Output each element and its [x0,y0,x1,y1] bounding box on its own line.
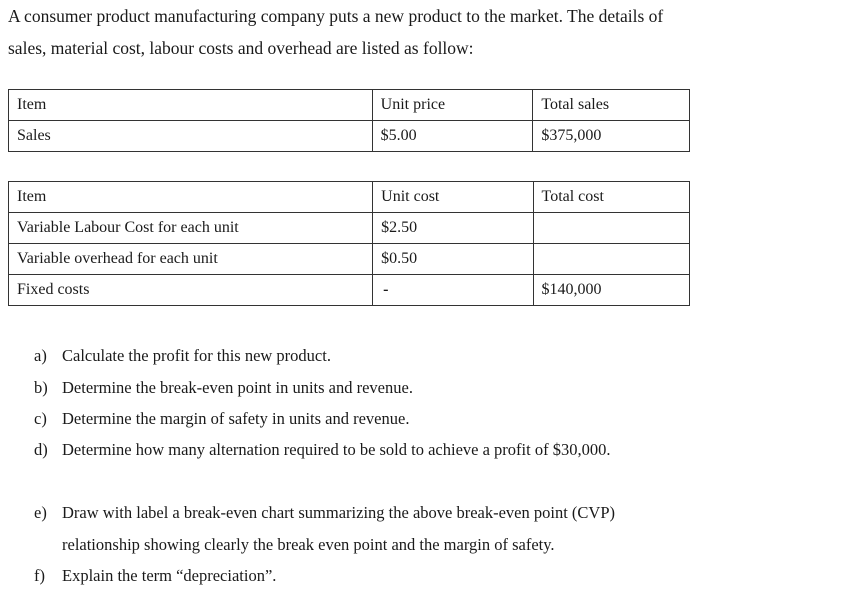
intro-paragraph [8,0,828,64]
question-text: relationship showing clearly the break even point and the margin of safety. [62,535,555,554]
question-b [34,378,413,398]
question-text: Determine the margin of safety in units and revenue. [62,409,410,428]
question-letter: b) [34,378,48,397]
cost-table [8,181,690,306]
question-text: Determine the break-even point in units and revenue. [62,378,413,397]
question-e [34,503,615,523]
question-d [34,440,610,460]
question-letter: d) [34,440,48,459]
cell-total-sales: $375,000 [533,121,690,152]
table-header-row [9,182,690,213]
question-a [34,346,331,366]
question-c [34,409,409,429]
question-text: Draw with label a break-even chart summarizing the above break-even point (CVP) [62,503,615,522]
header-unit-price: Unit price [372,90,533,121]
table-row [9,275,690,306]
question-letter: f) [34,566,45,585]
table-row [9,121,690,152]
sales-table [8,89,690,152]
cell-unit-cost: - [373,275,533,306]
cell-total-cost: $140,000 [533,275,689,306]
intro-line-2: sales, material cost, labour costs and overhead are listed as follow: [8,38,474,58]
cell-item: Variable overhead for each unit [9,244,373,275]
header-unit-cost: Unit cost [373,182,533,213]
question-e-continuation [34,535,555,555]
cell-item: Variable Labour Cost for each unit [9,213,373,244]
question-letter: a) [34,346,47,365]
cell-item: Sales [9,121,373,152]
cell-total-cost [533,213,689,244]
table-header-row [9,90,690,121]
table-row [9,213,690,244]
cell-item: Fixed costs [9,275,373,306]
cell-unit-price: $5.00 [372,121,533,152]
question-letter: e) [34,503,47,522]
header-item: Item [9,90,373,121]
intro-line-1: A consumer product manufacturing company puts a new product to the market. The details of [8,6,664,26]
table-row [9,244,690,275]
cell-unit-cost: $2.50 [373,213,533,244]
question-text: Calculate the profit for this new product. [62,346,331,365]
cell-total-cost [533,244,689,275]
header-total-cost: Total cost [533,182,689,213]
header-item: Item [9,182,373,213]
question-text: Determine how many alternation required to be sold to achieve a profit of $30,000. [62,440,611,459]
question-f [34,566,276,586]
question-text: Explain the term “depreciation”. [62,566,277,585]
cell-unit-cost: $0.50 [373,244,533,275]
header-total-sales: Total sales [533,90,690,121]
question-letter: c) [34,409,47,428]
